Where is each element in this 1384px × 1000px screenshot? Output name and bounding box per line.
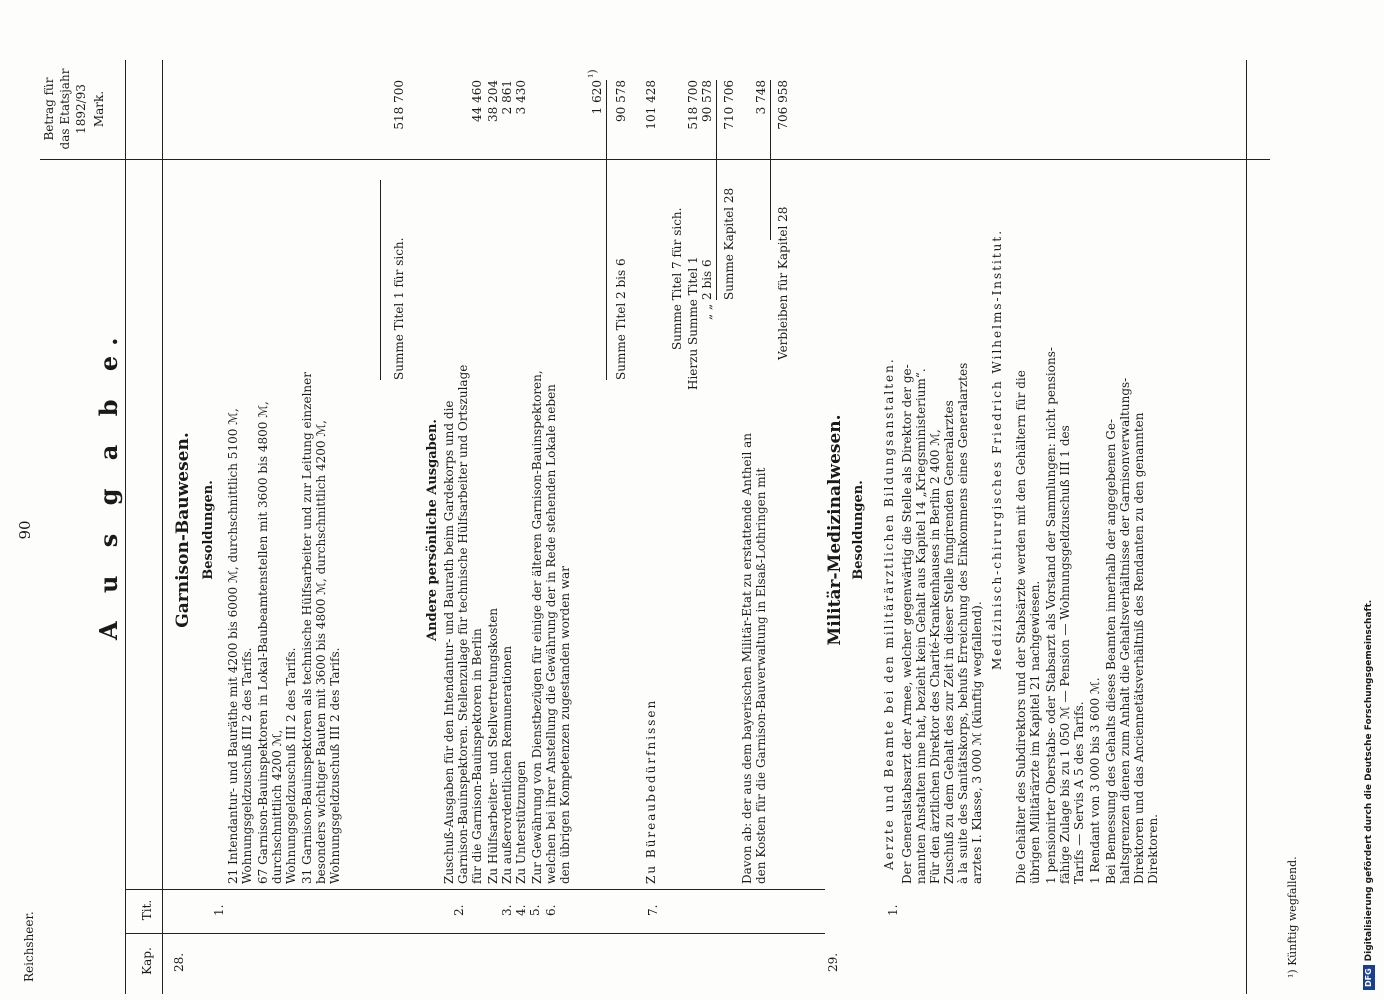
k28-tit6-line: den übrigen Kompetenzen zugestanden worden war xyxy=(558,565,572,884)
k28-tit1-line: durchschnittlich 4200 ℳ, xyxy=(270,729,284,884)
k29-line-b: 1 pensionirter Oberstabs- oder Stabsarzt als Vorstand der Sammlungen: nicht pensions- xyxy=(1044,347,1058,884)
k28-tit-5: 5. xyxy=(528,904,542,916)
k28-sum-kapitel: Summe Kapitel 28 xyxy=(722,187,736,300)
k29-line-b: übrigen Militärärzte im Kapitel 21 nachgewiesen. xyxy=(1028,580,1042,884)
k28-hierzu-2-value: 90 578 xyxy=(700,80,714,122)
k28-tit6-line: Zur Gewährung von Dienstbezügen für einige der älteren Garnison-Bauinspektoren, xyxy=(530,370,544,884)
k29-line-b: Direktoren. xyxy=(1146,814,1160,884)
col-kap-header: Kap. xyxy=(140,947,154,975)
k29-line-b: Bei Bemessung des Gehalts dieses Beamten innerhalb der angegebenen Ge- xyxy=(1104,418,1118,884)
page-title: A u s g a b e. xyxy=(94,327,123,640)
k28-sum-kapitel-value: 710 706 xyxy=(722,80,736,130)
header-rule-top xyxy=(125,60,126,994)
bottom-rule xyxy=(1246,60,1247,994)
amount-header-unit: Mark. xyxy=(92,90,106,128)
k28-tit1-line: Wohnungsgeldzuschuß III 2 des Tarifs. xyxy=(328,647,342,884)
k28-hierzu-value: 518 700 xyxy=(686,80,700,130)
k29-line: nannten Anstalten inne hat, bezieht kein Gehalt aus Kapitel 14 „Kriegsministerium“. xyxy=(914,368,928,884)
k28-tit3-line: Zu Hülfsarbeiter- und Stellvertretungskosten xyxy=(486,607,500,884)
k28-tit3-value: 38 204 xyxy=(486,80,500,122)
k28-davon-line: Davon ab: der aus dem bayerischen Militär-Etat zu erstattende Antheil an xyxy=(740,433,754,884)
k29-line: à la suite des Sanitätskorps, behufs Erreichung des Einkommens eines Generalarztes xyxy=(956,362,970,884)
k28-hierzu-2: „ „ 2 bis 6 xyxy=(700,259,714,320)
page-number: 90 xyxy=(16,520,34,540)
k29-institute: Medizinisch-chirurgisches Friedrich Wilhelms-Institut. xyxy=(990,228,1004,670)
k28-tit5-value: 3 430 xyxy=(514,80,528,115)
rule-verbleiben xyxy=(770,80,771,240)
k28-sum-t1-value: 518 700 xyxy=(392,80,406,130)
k28-tit4-line: Zu außerordentlichen Remunerationen xyxy=(500,645,514,884)
k28-tit6-value: 1 620 xyxy=(590,80,604,115)
col-divider-tit xyxy=(125,889,825,890)
k28-verbleiben-value: 706 958 xyxy=(776,80,790,130)
amount-header-1: Betrag für xyxy=(42,77,56,141)
k29-tit-1: 1. xyxy=(886,904,900,916)
k28-andere-heading: Andere persönliche Ausgaben. xyxy=(425,419,440,641)
k28-hierzu: Hierzu Summe Titel 1 xyxy=(686,256,700,390)
k28-tit2-value: 44 460 xyxy=(470,80,484,122)
rule-sum-t1 xyxy=(380,180,381,380)
digitization-watermark xyxy=(1360,10,1382,990)
k29-subheading: Aerzte und Beamte bei den militärärztlichen Bildungsanstalten. xyxy=(882,357,896,870)
k28-tit-4: 4. xyxy=(514,904,528,916)
k28-tit-3: 3. xyxy=(500,904,514,916)
k29-line: Zuschuß zu dem Gehalt des zur Zeit in dieser Stelle fungirenden Generalarztes xyxy=(942,400,956,884)
k28-tit-6: 6. xyxy=(544,904,558,916)
k29-line-b: fähige Zulage bis zu 1 050 ℳ — Pension — Wohnungsgeldzuschuß III 1 des xyxy=(1058,425,1072,884)
amount-header-3: 1892/93 xyxy=(74,84,88,134)
k28-tit7-value: 101 428 xyxy=(644,80,658,130)
k29-line-b: Direktoren und das Anciennetätsverhältniß des Rendanten zu den genannten xyxy=(1132,412,1146,884)
k29-line: Für den ärztlichen Direktor des Charité-Krankenhauses in Berlin 2 400 ℳ, xyxy=(928,429,942,884)
kap-28-heading: Garnison-Bauwesen. xyxy=(173,432,193,628)
col-tit-header: Tit. xyxy=(140,899,154,921)
k28-tit-7: 7. xyxy=(646,904,660,916)
dfg-logo: DFG xyxy=(1363,965,1375,990)
k28-tit-2: 2. xyxy=(452,904,466,916)
amount-header-2: das Etatsjahr xyxy=(58,68,72,150)
k28-tit1-line: 21 Intendantur- und Bauräthe mit 4200 bis 6000 ℳ, durchschnittlich 5100 ℳ, xyxy=(226,408,240,884)
k28-sum-t7: Summe Titel 7 für sich. xyxy=(670,207,684,350)
k28-davon-value: 3 748 xyxy=(754,80,768,115)
footnote: ¹) Künftig wegfallend. xyxy=(1286,856,1299,978)
k28-tit-1: 1. xyxy=(212,904,226,916)
kap-28-number: 28. xyxy=(172,952,186,972)
k28-tit1-line: Wohnungsgeldzuschuß III 2 des Tarifs. xyxy=(240,647,254,884)
k28-tit2-line: Zuschuß-Ausgaben für den Intendantur- und Baurath beim Gardekorps und die xyxy=(442,400,456,884)
k28-tit6-line: welchen bei ihrer Anstellung die Gewährung der in Rede stehenden Lokale neben xyxy=(544,384,558,884)
k28-tit5-line: Zu Unterstützungen xyxy=(514,760,528,884)
k28-tit1-line: besonders wichtiger Bauten mit 3600 bis 4800 ℳ, durchschnittlich 4200 ℳ, xyxy=(314,420,328,884)
k28-tit2-line: Garnison-Bauinspektoren. Stellenzulage für technische Hülfsarbeiter und Ortszulage xyxy=(456,364,470,884)
col-divider-amount xyxy=(40,159,1270,160)
k28-tit4-value: 2 861 xyxy=(500,80,514,115)
header-rule-bottom xyxy=(162,60,163,994)
k28-tit2-line: für die Garnison-Bauinspektoren in Berlin xyxy=(470,628,484,884)
rule-sum-k28 xyxy=(716,80,717,300)
kap-29-number: 29. xyxy=(826,952,840,972)
col-divider-kap xyxy=(125,933,825,934)
k29-line-b: 1 Rendant von 3 000 bis 3 600 ℳ. xyxy=(1088,677,1102,884)
running-header: Reichsheer. xyxy=(22,911,36,982)
watermark-text: Digitalisierung gefördert durch die Deutsche Forschungsgemeinschaft. xyxy=(1364,599,1374,962)
k28-tit1-line: Wohnungsgeldzuschuß III 2 des Tarifs. xyxy=(284,647,298,884)
k29-line-b: Tarifs — Servis A 5 des Tarifs. xyxy=(1072,701,1086,884)
k28-tit1-line: 31 Garnison-Bauinspektoren als technische Hülfsarbeiter und zur Leitung einzelner xyxy=(300,372,314,884)
k28-sum-2-6: Summe Titel 2 bis 6 xyxy=(614,258,628,380)
k28-tit1-line: 67 Garnison-Bauinspektoren in Lokal-Baubeamtenstellen mit 3600 bis 4800 ℳ, xyxy=(256,401,270,884)
k28-verbleiben: Verbleiben für Kapitel 28 xyxy=(776,206,790,360)
kap-29-heading: Militär-Medizinalwesen. xyxy=(825,414,845,646)
k29-line: arztes I. Klasse, 3 000 ℳ (künftig wegfallend). xyxy=(970,601,984,884)
k29-line-b: Die Gehälter des Subdirektors und der Stabsärzte werden mit den Gehältern für die xyxy=(1014,370,1028,884)
rule-sum-2-6 xyxy=(606,80,607,380)
k28-davon-line: den Kosten für die Garnison-Bauverwaltung in Elsaß-Lothringen mit xyxy=(754,467,768,884)
k28-tit6-footnote-mark: ¹) xyxy=(586,69,599,78)
k28-sum-t1: Summe Titel 1 für sich. xyxy=(392,237,406,380)
k29-line-b: haltsgrenzen dienen zum Anhalt die Gehaltsverhältnisse der Garnisonverwaltungs- xyxy=(1118,377,1132,884)
k29-line: Der Generalstabsarzt der Armee, welcher gegenwärtig die Stelle als Direktor der ge- xyxy=(900,364,914,884)
kap-28-besoldungen: Besoldungen. xyxy=(201,480,216,580)
kap-29-besoldungen: Besoldungen. xyxy=(851,480,866,580)
k28-sum-2-6-value: 90 578 xyxy=(614,80,628,122)
k28-tit7-line: Zu Büreaubedürfnissen xyxy=(644,698,658,884)
